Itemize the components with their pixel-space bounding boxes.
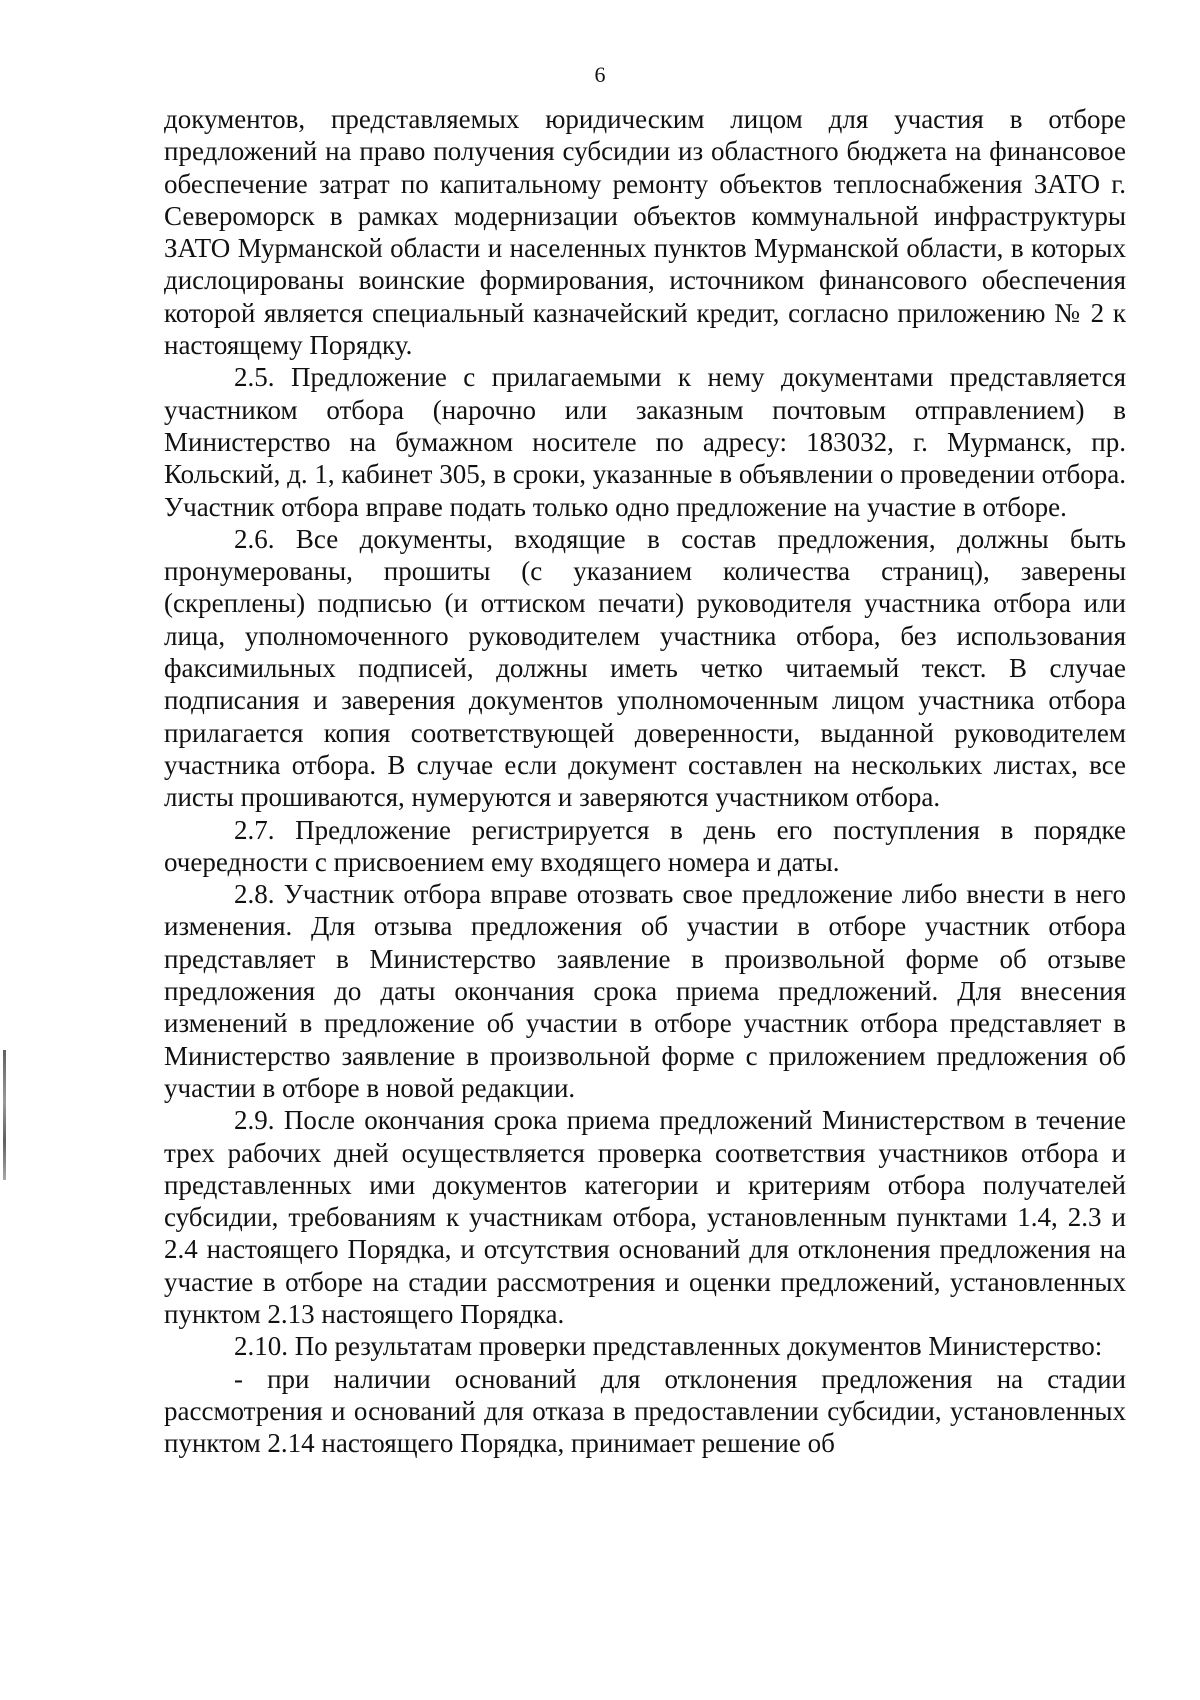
paragraph-2-10-item: - при наличии оснований для отклонения предложения на стадии рассмотрения и оснований для отказа в предоставлении субсидии, установленных пунктом 2.14 настоящего Порядка, принимает решение об [164,1363,1126,1459]
paragraph-2-5: 2.5. Предложение с прилагаемыми к нему документами представляется участником отбора (нарочно или заказным почтовым отправлением) в Министерство на бумажном носителе по адресу: 183032, г. Мурманск, пр. Кольский, д. 1, кабинет 305, в сроки, указанные в объявлении о проведении отбора. Участник отбора вправе подать только одно предложение на участие в отборе. [164,362,1126,522]
paragraph-2-7: 2.7. Предложение регистрируется в день его поступления в порядке очередности с присвоением ему входящего номера и даты. [164,814,1126,877]
paragraph-continuation: документов, представляемых юридическим лицом для участия в отборе предложений на право получения субсидии из областного бюджета на финансовое обеспечение затрат по капитальному ремонту объектов теплоснабжения ЗАТО г. Североморск в рамках модернизации объектов коммунальной инфраструктуры ЗАТО Мурманской области и населенных пунктов Мурманской области, в которых дислоцированы воинские формирования, источником финансового обеспечения которой является специальный казначейский кредит, согласно приложению № 2 к настоящему Порядку. [164,104,1126,361]
paragraph-2-8: 2.8. Участник отбора вправе отозвать свое предложение либо внести в него изменения. Для отзыва предложения об участии в отборе участник отбора представляет в Министерство заявление в произвольной форме об отзыве предложения до даты окончания срока приема предложений. Для внесения изменений в предложение об участии в отборе участник отбора представляет в Министерство заявление в произвольной форме с приложением предложения об участии в отборе в новой редакции. [164,879,1126,1103]
paragraph-2-9: 2.9. После окончания срока приема предложений Министерством в течение трех рабочих дней осуществляется проверка соответствия участников отбора и представленных ими документов категории и критериям отбора получателей субсидии, требованиям к участникам отбора, установленным пунктами 1.4, 2.3 и 2.4 настоящего Порядка, и отсутствия оснований для отклонения предложения на участие в отборе на стадии рассмотрения и оценки предложений, установленных пунктом 2.13 настоящего Порядка. [164,1105,1126,1329]
scan-edge-mark [3,1050,6,1180]
paragraph-2-10: 2.10. По результатам проверки представленных документов Министерство: [234,1331,1103,1362]
page-number: 6 [594,62,606,87]
paragraph-2-6: 2.6. Все документы, входящие в состав предложения, должны быть пронумерованы, прошиты (с указанием количества страниц), заверены (скреплены) подписью (и оттиском печати) руководителя участника отбора или лица, уполномоченного руководителем участника отбора, без использования факсимильных подписей, должны иметь четко читаемый текст. В случае подписания и заверения документов уполномоченным лицом участника отбора прилагается копия соответствующей доверенности, выданной руководителем участника отбора. В случае если документ составлен на нескольких листах, все листы прошиваются, нумеруются и заверяются участником отбора. [164,523,1126,813]
document-body [164,103,1126,1459]
